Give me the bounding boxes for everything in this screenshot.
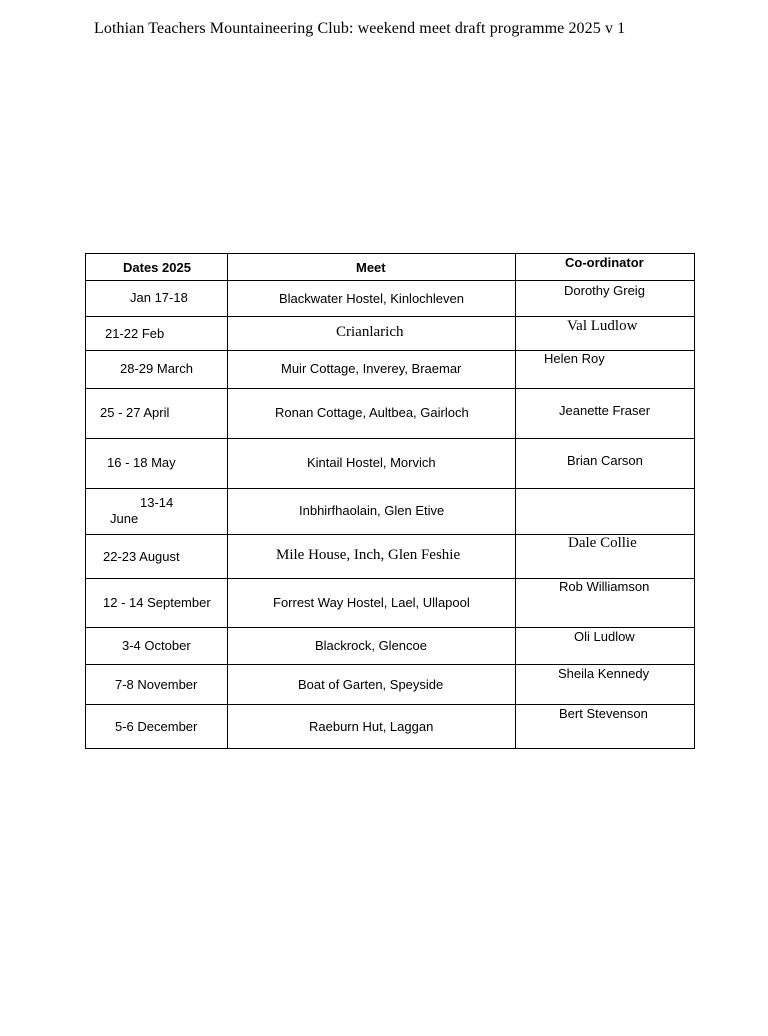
table-row — [86, 281, 695, 317]
table-row — [86, 439, 695, 489]
row-meet: Boat of Garten, Speyside — [298, 677, 444, 692]
row-coordinator: Helen Roy — [544, 351, 605, 366]
row-dates: 5-6 December — [115, 719, 198, 734]
row-dates: Jan 17-18 — [130, 290, 188, 305]
row-coordinator: Oli Ludlow — [574, 629, 635, 644]
row-dates: 3-4 October — [122, 638, 191, 653]
row-dates: 21-22 Feb — [105, 326, 165, 341]
row-meet: Muir Cottage, Inverey, Braemar — [281, 361, 462, 376]
row-dates-line1: 13-14 — [140, 495, 174, 510]
row-meet: Raeburn Hut, Laggan — [309, 719, 434, 734]
row-dates-line2: June — [110, 511, 139, 526]
row-dates: 16 - 18 May — [107, 455, 176, 470]
row-meet: Kintail Hostel, Morvich — [307, 455, 436, 470]
row-coordinator: Jeanette Fraser — [559, 403, 651, 418]
table-row — [86, 665, 695, 705]
row-coordinator: Val Ludlow — [567, 318, 638, 334]
row-coordinator: Bert Stevenson — [559, 706, 648, 721]
table-row — [86, 535, 695, 579]
row-coordinator: Brian Carson — [567, 453, 643, 468]
table-row — [86, 351, 695, 389]
header-dates: Dates 2025 — [123, 260, 191, 275]
row-meet: Mile House, Inch, Glen Feshie — [276, 547, 461, 563]
row-coordinator: Dorothy Greig — [564, 283, 645, 298]
row-dates: 7-8 November — [115, 677, 198, 692]
row-dates: 25 - 27 April — [100, 405, 170, 420]
table-row — [86, 317, 695, 351]
table-row — [86, 579, 695, 628]
row-meet: Crianlarich — [336, 324, 404, 340]
table-row — [86, 628, 695, 665]
table-row — [86, 705, 695, 749]
row-coordinator: Dale Collie — [568, 535, 637, 551]
row-meet: Blackrock, Glencoe — [315, 638, 427, 653]
row-dates: 22-23 August — [103, 549, 180, 564]
row-meet: Ronan Cottage, Aultbea, Gairloch — [275, 405, 469, 420]
header-meet: Meet — [356, 260, 386, 275]
table-row — [86, 389, 695, 439]
header-coordinator: Co-ordinator — [565, 255, 644, 270]
row-dates: 28-29 March — [120, 361, 193, 376]
row-meet: Inbhirfhaolain, Glen Etive — [299, 503, 445, 518]
row-coordinator: Rob Williamson — [559, 579, 650, 594]
row-coordinator: Sheila Kennedy — [558, 666, 650, 681]
table-row — [86, 489, 695, 535]
table-header-row — [86, 254, 695, 281]
row-meet: Blackwater Hostel, Kinlochleven — [279, 291, 464, 306]
meet-programme-table — [85, 253, 695, 749]
row-dates: 12 - 14 September — [103, 595, 211, 610]
document-title: Lothian Teachers Mountaineering Club: weekend meet draft programme 2025 v 1 — [94, 20, 626, 37]
row-meet: Forrest Way Hostel, Lael, Ullapool — [273, 595, 470, 610]
